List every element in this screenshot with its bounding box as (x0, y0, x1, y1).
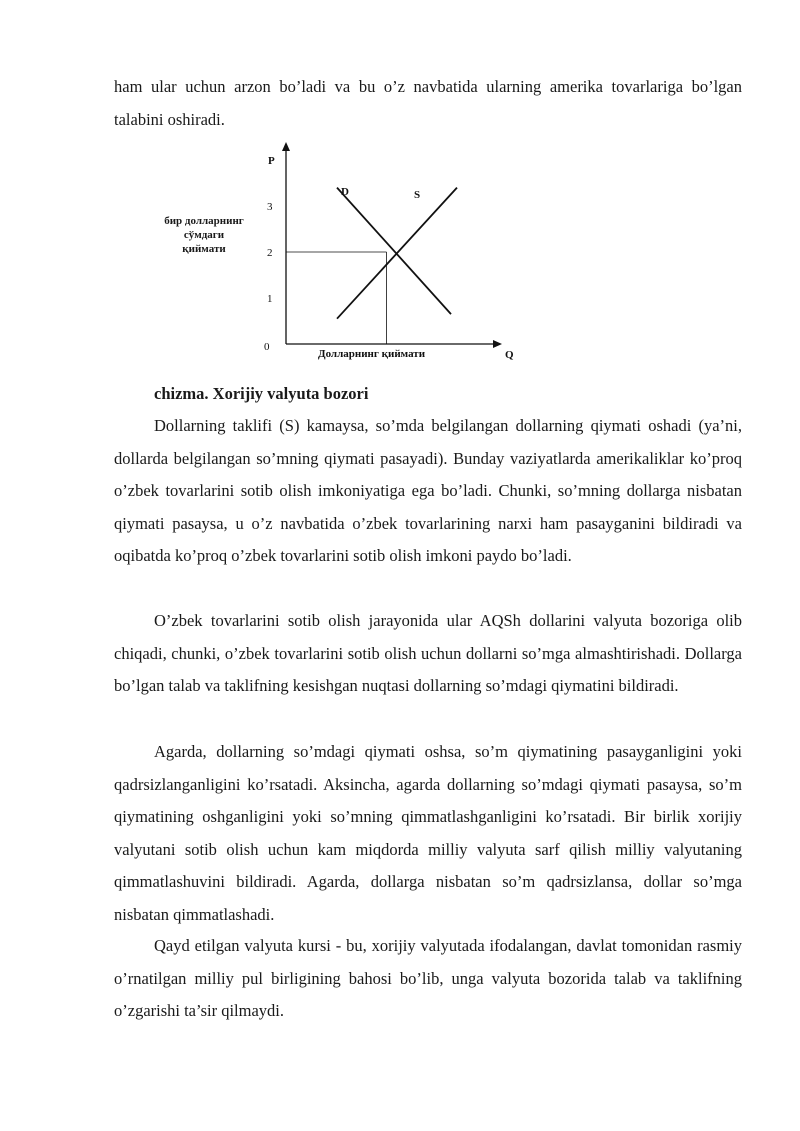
y-axis-title-line-3: қиймати (182, 243, 226, 255)
x-axis-arrow (493, 340, 502, 348)
y-axis-title-line-2: сўмдаги (183, 229, 225, 241)
x-axis-title: Долларнинг қиймати (318, 348, 426, 360)
y-tick-3: 3 (267, 201, 273, 213)
origin-label: 0 (264, 341, 270, 353)
y-axis-title (150, 214, 258, 256)
y-tick-1: 1 (267, 293, 273, 305)
y-tick-2: 2 (267, 247, 273, 259)
x-axis-symbol: Q (505, 349, 514, 361)
paragraph-supply: Dollarning taklifi (S) kamaysa, so’mda belgilangan dollarning qiymati oshadi (ya’ni, dollarda belgilangan so’mning qiymati pasayadi). Bunday vaziyatlarda amerikaliklar ko’proq o’zbek tovarlarini sotib olish imkoniyatiga ega bo’ladi. Chunki, so’mning dollarga nisbatan qiymati pasaysa, u o’z navbatida o’zbek tovarlarining narxi ham pasayganini bildiradi va oqibatda ko’proq o’zbek tovarlarini sotib olish imkoni paydo bo’ladi. (114, 416, 742, 566)
paragraph-intro: ham ular uchun arzon bo’ladi va bu o’z navbatida ularning amerika tovarlariga bo’lgan talabini oshiradi. (114, 77, 742, 129)
figure-caption: chizma. Xorijiy valyuta bozori (154, 384, 369, 403)
demand-curve (337, 188, 451, 315)
currency-market-figure (150, 138, 530, 370)
paragraph-fixed-rate: Qayd etilgan valyuta kursi - bu, xorijiy valyutada ifodalangan, davlat tomonidan rasmiy o’rnatilgan milliy pul birligining bahosi bo’lib, unga valyuta bozorida talab va taklifning o’zgarishi ta’sir qilmaydi. (114, 936, 742, 1021)
y-axis-arrow (282, 142, 290, 151)
supply-label: S (414, 189, 421, 201)
demand-label: D (341, 186, 349, 198)
y-axis-symbol: P (268, 155, 275, 167)
y-axis-title-line-1: бир долларнинг (164, 215, 244, 227)
paragraph-value-change: Agarda, dollarning so’mdagi qiymati oshsa, so’m qiymatining pasayganligini yoki qadrsizlanganligini ko’rsatadi. Aksincha, agarda dollarning so’mdagi qiymati pasaysa, so’m qiymatining oshganligini yoki so’mning qimmatlashganligini ko’rsatadi. Bir birlik xorijiy valyutani sotib olish uchun kam miqdorda milliy valyuta sarf qilish milliy valyutaning qimmatlashuvini bildiradi. Agarda, dollarga nisbatan so’m qadrsizlansa, dollar so’mga nisbatan qimmatlashadi. (114, 742, 742, 924)
paragraph-exchange: O’zbek tovarlarini sotib olish jarayonida ular AQSh dollarini valyuta bozoriga olib chiqadi, chunki, o’zbek tovarlarini sotib olish uchun dollarni so’mga almashtirishadi. Dollarga bo’lgan talab va taklifning kesishgan nuqtasi dollarning so’mdagi qiymatini bildiradi. (114, 611, 742, 696)
